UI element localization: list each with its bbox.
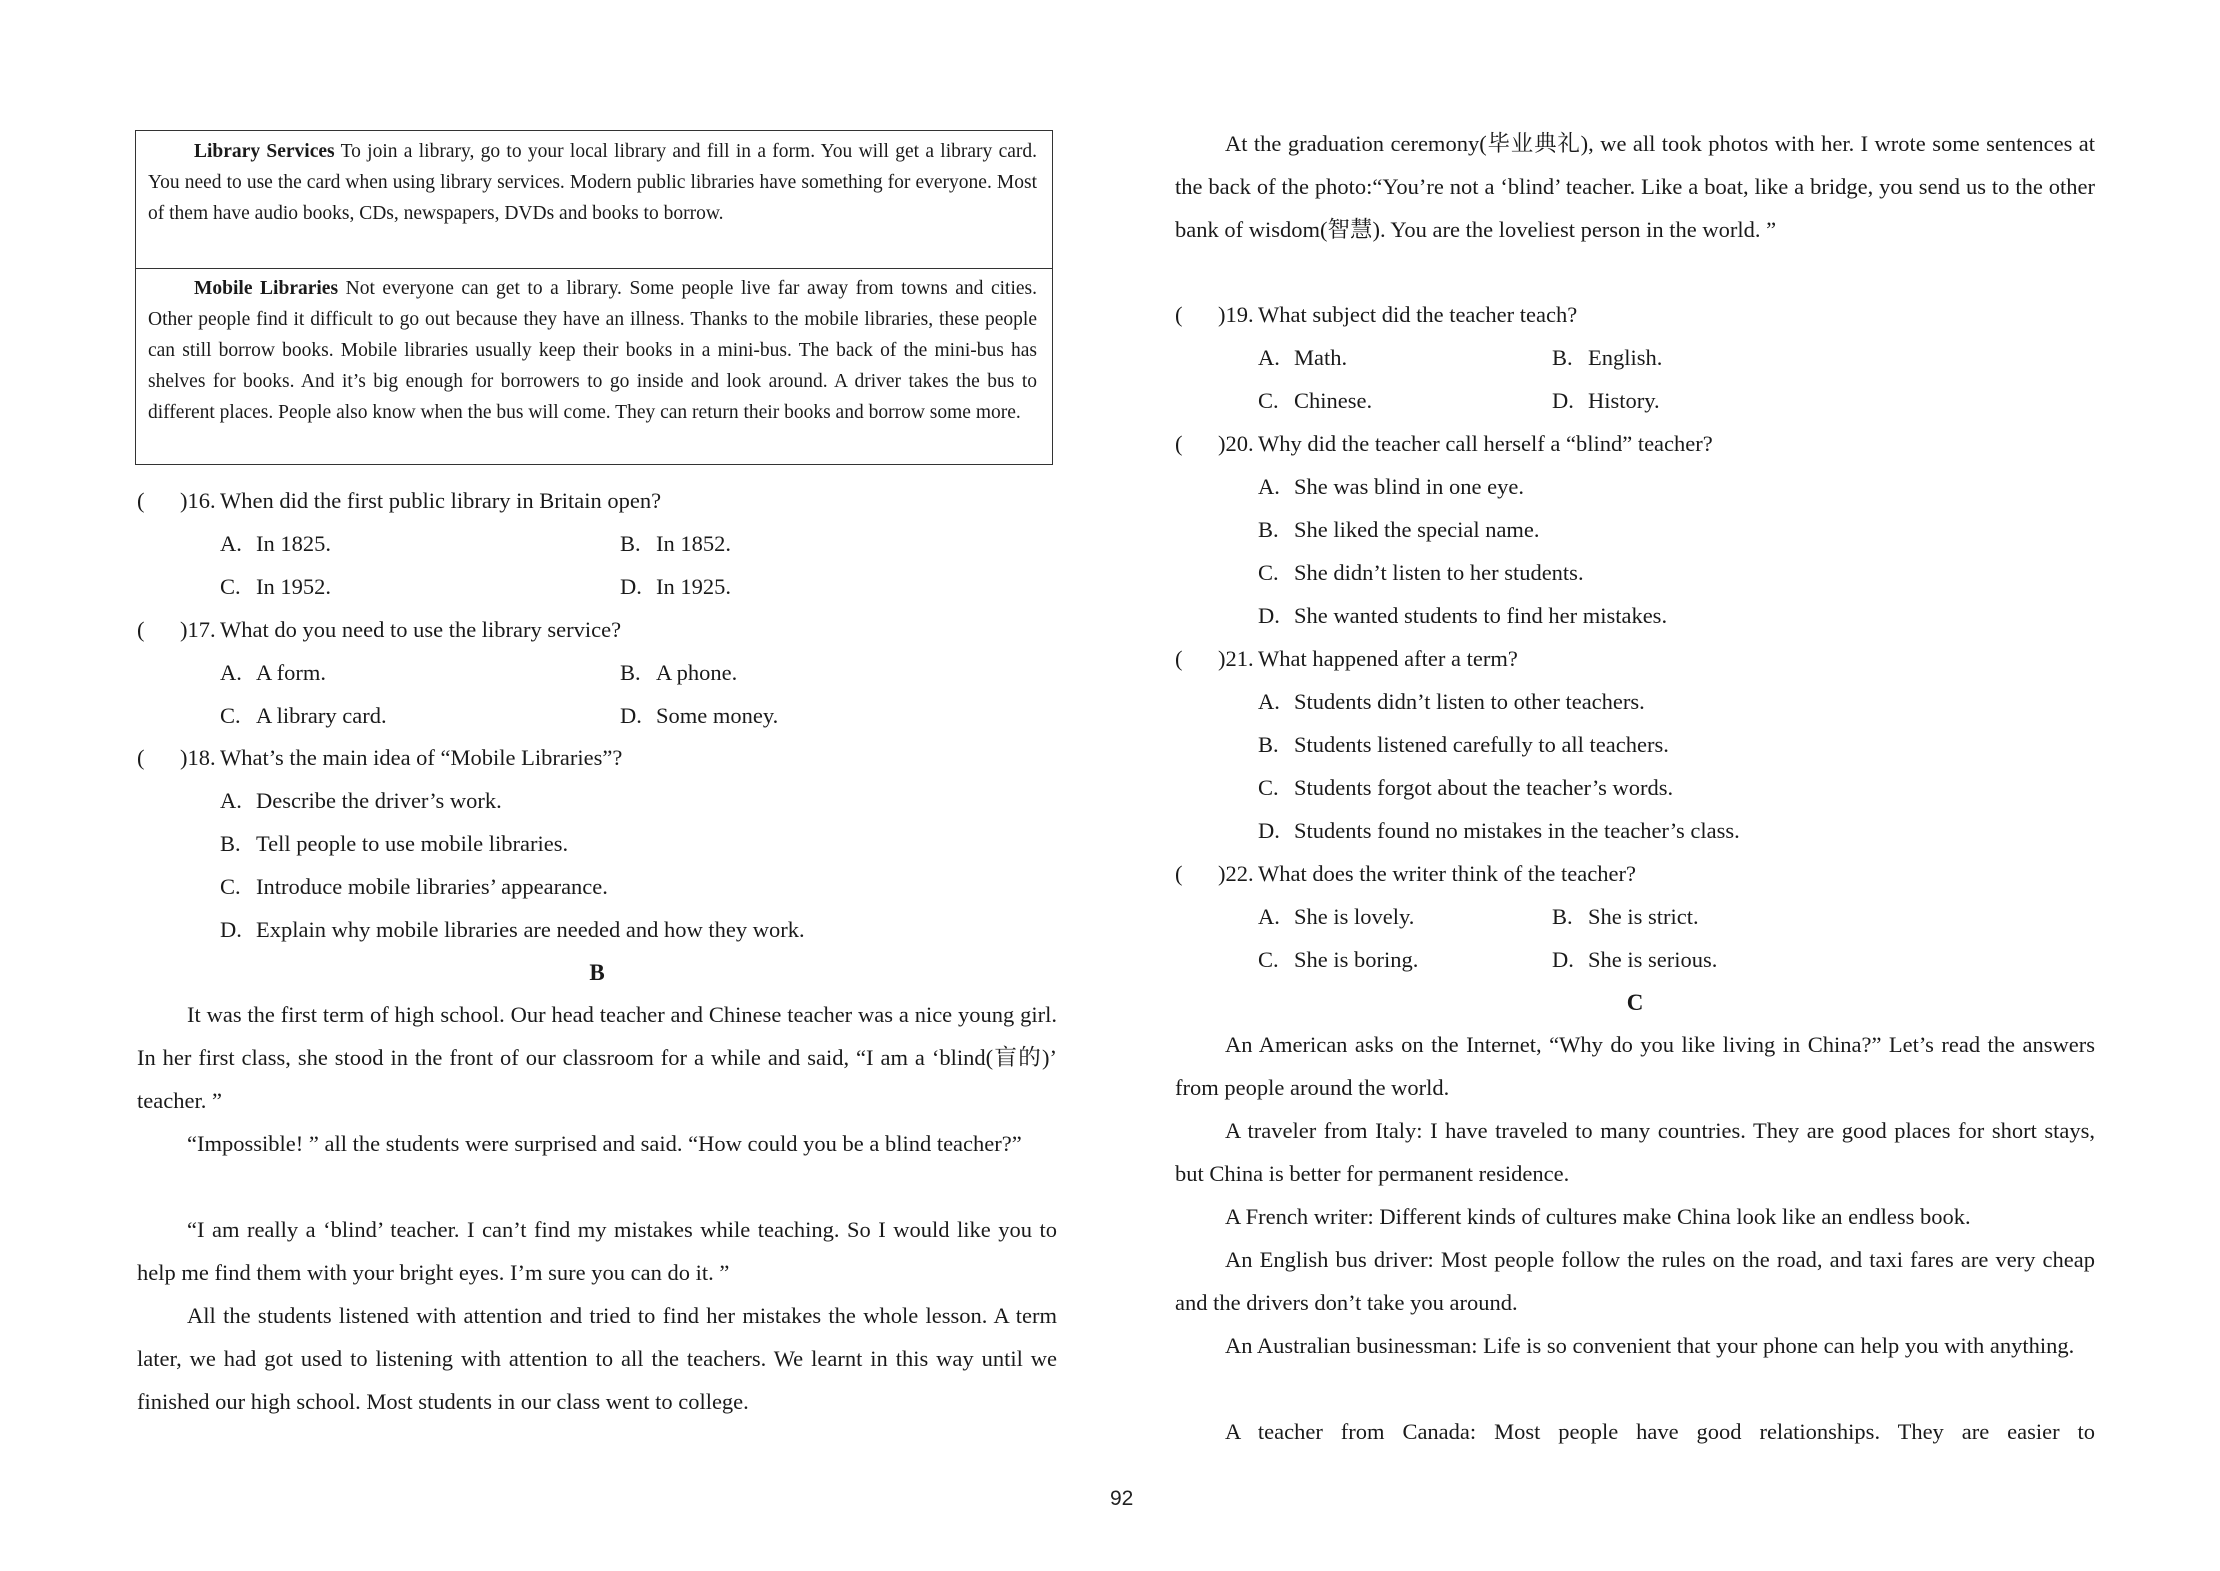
- option-d: D. History.: [1552, 388, 1660, 413]
- answer-blank-open[interactable]: (: [1175, 861, 1183, 886]
- option-a: A. Math.: [1258, 345, 1348, 370]
- option-b: B. Tell people to use mobile libraries.: [220, 831, 569, 856]
- question-text: Why did the teacher call herself a “blind” teacher?: [1258, 431, 1713, 456]
- passage-b-paragraph: “I am really a ‘blind’ teacher. I can’t find my mistakes while teaching. So I would like you to help me find them with your bright eyes. I’m sure you can do it. ”: [137, 1217, 1057, 1285]
- question-text: What’s the main idea of “Mobile Libraries”?: [220, 745, 623, 770]
- passage-a-box: [135, 130, 1053, 465]
- passage-b-paragraph: All the students listened with attention and tried to find her mistakes the whole lesson. A term later, we had got used to listening with attention to all the teachers. We learnt in this way until we finished our high school. Most students in our class went to college.: [137, 1303, 1057, 1414]
- question-number: )21.: [1218, 646, 1254, 671]
- question-text: What subject did the teacher teach?: [1258, 302, 1578, 327]
- option-a: A. She is lovely.: [1258, 904, 1415, 929]
- passage-b-paragraph: It was the first term of high school. Our head teacher and Chinese teacher was a nice young girl. In her first class, she stood in the front of our classroom for a while and said, “I am a ‘blind(盲的)’ teacher. ”: [137, 1002, 1057, 1113]
- library-services-title: Library Services: [194, 141, 335, 162]
- answer-blank-open[interactable]: (: [137, 617, 145, 642]
- answer-blank-open[interactable]: (: [137, 488, 145, 513]
- passage-c-paragraph: An English bus driver: Most people follow the rules on the road, and taxi fares are very cheap and the drivers don’t take you around.: [1175, 1247, 2095, 1315]
- option-b: B. A phone.: [620, 660, 738, 685]
- option-a: A. A form.: [220, 660, 326, 685]
- question-number: )20.: [1218, 431, 1254, 456]
- option-c: C. She is boring.: [1258, 947, 1419, 972]
- option-c: C. Students forgot about the teacher’s words.: [1258, 775, 1674, 800]
- option-b: B. Students listened carefully to all teachers.: [1258, 732, 1669, 757]
- option-d: D. Some money.: [620, 703, 779, 728]
- section-c-heading: C: [1626, 990, 1644, 1015]
- question-number: )19.: [1218, 302, 1254, 327]
- option-a: A. Describe the driver’s work.: [220, 788, 502, 813]
- answer-blank-open[interactable]: (: [137, 745, 145, 770]
- question-number: )18.: [180, 745, 216, 770]
- option-b: B. She is strict.: [1552, 904, 1699, 929]
- question-text: What happened after a term?: [1258, 646, 1518, 671]
- option-b: B. She liked the special name.: [1258, 517, 1540, 542]
- question-number: )16.: [180, 488, 216, 513]
- option-d: D. Students found no mistakes in the teacher’s class.: [1258, 818, 1740, 843]
- option-c: C. Introduce mobile libraries’ appearance.: [220, 874, 608, 899]
- option-c: C. She didn’t listen to her students.: [1258, 560, 1584, 585]
- passage-c-paragraph: A French writer: Different kinds of cultures make China look like an endless book.: [1225, 1204, 1971, 1229]
- passage-c-paragraph: An Australian businessman: Life is so convenient that your phone can help you with anything.: [1225, 1333, 2075, 1358]
- option-c: C. In 1952.: [220, 574, 331, 599]
- option-a: A. Students didn’t listen to other teachers.: [1258, 689, 1645, 714]
- option-a: A. She was blind in one eye.: [1258, 474, 1524, 499]
- answer-blank-open[interactable]: (: [1175, 431, 1183, 456]
- option-a: A. In 1825.: [220, 531, 331, 556]
- mobile-libraries-text: Not everyone can get to a library. Some people live far away from towns and cities. Other people find it difficult to go out because they have an illness. Thanks to the mobile libraries, these people can still borrow books. Mobile libraries usually keep their books in a mini-bus. The back of the mini-bus has shelves for books. And it’s big enough for borrowers to go inside and look around. A driver takes the bus to different places. People also know when the bus will come. They can return their books and borrow some more.: [148, 278, 1038, 423]
- passage-c-paragraph: A traveler from Italy: I have traveled to many countries. They are good places for short stays, but China is better for permanent residence.: [1175, 1118, 2095, 1186]
- passage-b-paragraph: “Impossible! ” all the students were surprised and said. “How could you be a blind teacher?”: [187, 1131, 1022, 1156]
- passage-b-paragraph: At the graduation ceremony(毕业典礼), we all took photos with her. I wrote some sentences at the back of the photo:“You’re not a ‘blind’ teacher. Like a boat, like a bridge, you send us to the other bank of wisdom(智慧). You are the loveliest person in the world. ”: [1175, 131, 2095, 242]
- passage-c-paragraph: A teacher from Canada: Most people have good relationships. They are easier to: [1225, 1419, 2095, 1444]
- question-number: )22.: [1218, 861, 1254, 886]
- question-number: )17.: [180, 617, 216, 642]
- option-b: B. In 1852.: [620, 531, 731, 556]
- mobile-libraries-section: [136, 268, 1052, 428]
- option-d: D. She is serious.: [1552, 947, 1718, 972]
- option-d: D. She wanted students to find her mistakes.: [1258, 603, 1668, 628]
- mobile-libraries-title: Mobile Libraries: [194, 278, 339, 299]
- library-services-text: To join a library, go to your local library and fill in a form. You will get a library card. You need to use the card when using library services. Modern public libraries have something for everyone. Most of them have audio books, CDs, newspapers, DVDs and books to borrow.: [148, 141, 1037, 224]
- option-b: B. English.: [1552, 345, 1663, 370]
- option-c: C. A library card.: [220, 703, 387, 728]
- answer-blank-open[interactable]: (: [1175, 302, 1183, 327]
- question-text: What do you need to use the library service?: [220, 617, 622, 642]
- answer-blank-open[interactable]: (: [1175, 646, 1183, 671]
- question-text: When did the first public library in Britain open?: [220, 488, 662, 513]
- library-services-section: [136, 136, 1052, 229]
- option-c: C. Chinese.: [1258, 388, 1373, 413]
- page-number: 92: [1110, 1487, 1134, 1510]
- passage-c-paragraph: An American asks on the Internet, “Why do you like living in China?” Let’s read the answers from people around the world.: [1175, 1032, 2095, 1100]
- question-text: What does the writer think of the teacher?: [1258, 861, 1636, 886]
- option-d: D. Explain why mobile libraries are needed and how they work.: [220, 917, 805, 942]
- section-b-heading: B: [589, 960, 605, 985]
- option-d: D. In 1925.: [620, 574, 731, 599]
